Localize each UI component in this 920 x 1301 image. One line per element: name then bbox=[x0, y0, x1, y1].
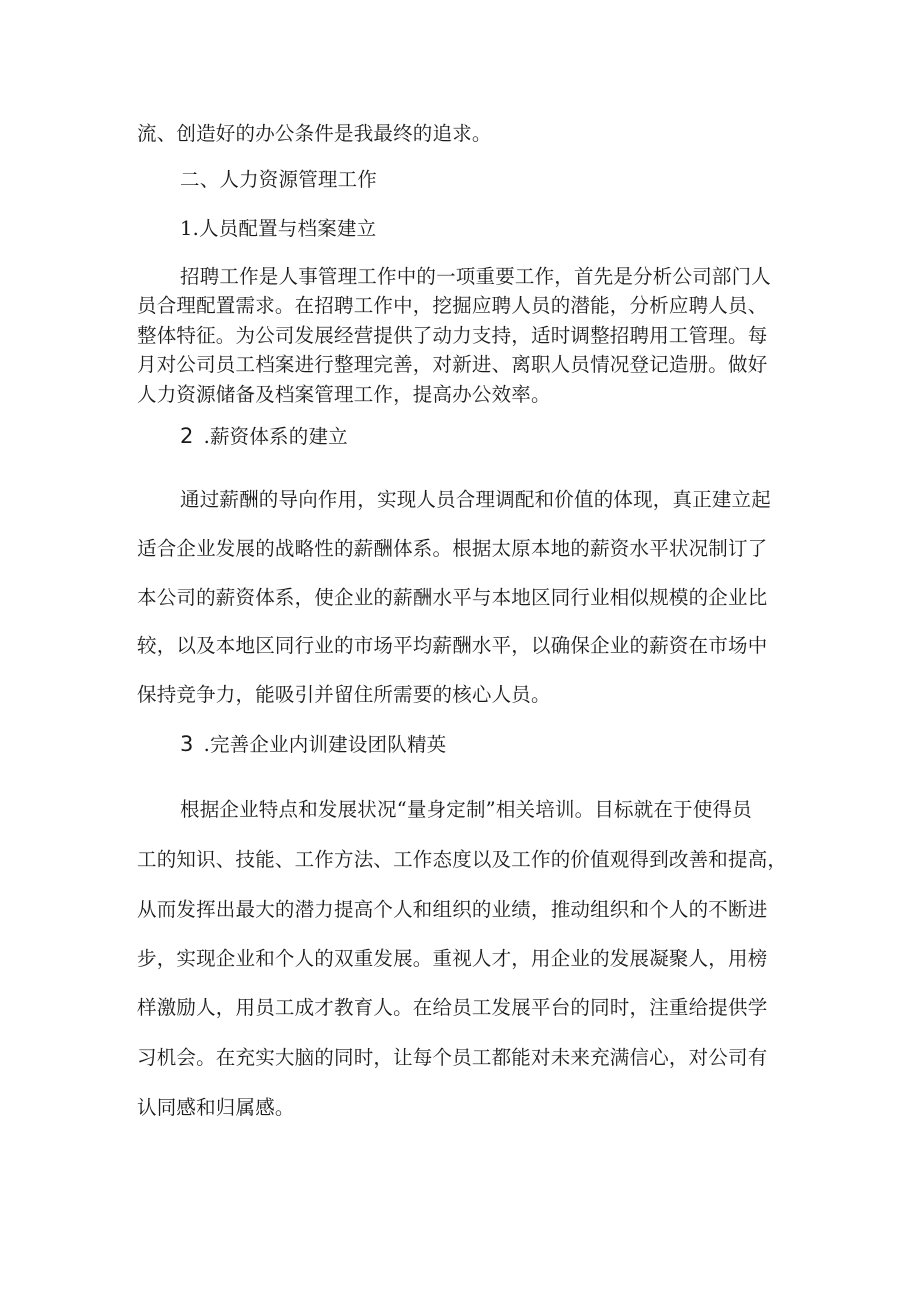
subsection-heading bbox=[180, 423, 348, 450]
paragraph-line: 流、创造好的办公条件是我最终的追求。 bbox=[137, 122, 492, 145]
subsection-heading bbox=[180, 731, 446, 758]
paragraph-line: 从而发挥出最大的潜力提高个人和组织的业绩，推动组织和个人的不断进 bbox=[137, 898, 768, 921]
paragraph-line: 工的知识、技能、工作方法、工作态度以及工作的价值观得到改善和提高， bbox=[137, 848, 788, 871]
paragraph-line: 员合理配置需求。在招聘工作中，挖掘应聘人员的潜能，分析应聘人员、 bbox=[137, 294, 768, 317]
heading-text: .完善企业内训建设团队精英 bbox=[203, 733, 447, 756]
paragraph-line: 习机会。在充实大脑的同时，让每个员工都能对未来充满信心，对公司有 bbox=[137, 1046, 768, 1069]
paragraph-line: 通过薪酬的导向作用，实现人员合理调配和价值的体现，真正建立起 bbox=[180, 488, 772, 511]
subsection-heading: 1.人员配置与档案建立 bbox=[180, 217, 377, 240]
paragraph-line: 招聘工作是人事管理工作中的一项重要工作，首先是分析公司部门人 bbox=[180, 265, 772, 288]
paragraph-line: 整体特征。为公司发展经营提供了动力支持，适时调整招聘用工管理。每 bbox=[137, 324, 768, 347]
paragraph-line: 较，以及本地区同行业的市场平均薪酬水平，以确保企业的薪资在市场中 bbox=[137, 634, 768, 657]
paragraph-line: 根据企业特点和发展状况“量身定制”相关培训。目标就在于使得员 bbox=[180, 798, 752, 821]
paragraph-line: 本公司的薪资体系，使企业的薪酬水平与本地区同行业相似规模的企业比 bbox=[137, 586, 768, 609]
paragraph-line: 人力资源储备及档案管理工作，提高办公效率。 bbox=[137, 383, 551, 406]
paragraph-line: 保持竞争力，能吸引并留住所需要的核心人员。 bbox=[137, 683, 551, 706]
heading-number: 3 bbox=[180, 732, 194, 756]
heading-number: 2 bbox=[180, 424, 194, 448]
heading-text: .薪资体系的建立 bbox=[203, 425, 348, 448]
paragraph-line: 步，实现企业和个人的双重发展。重视人才，用企业的发展凝聚人，用榜 bbox=[137, 947, 768, 970]
paragraph-line: 样激励人，用员工成才教育人。在给员工发展平台的同时，注重给提供学 bbox=[137, 996, 768, 1019]
paragraph-line: 月对公司员工档案进行整理完善，对新进、离职人员情况登记造册。做好 bbox=[137, 353, 768, 376]
paragraph-line: 适合企业发展的战略性的薪酬体系。根据太原本地的薪资水平状况制订了 bbox=[137, 537, 768, 560]
section-heading: 二、人力资源管理工作 bbox=[180, 168, 378, 191]
paragraph-line: 认同感和归属感。 bbox=[137, 1096, 295, 1119]
